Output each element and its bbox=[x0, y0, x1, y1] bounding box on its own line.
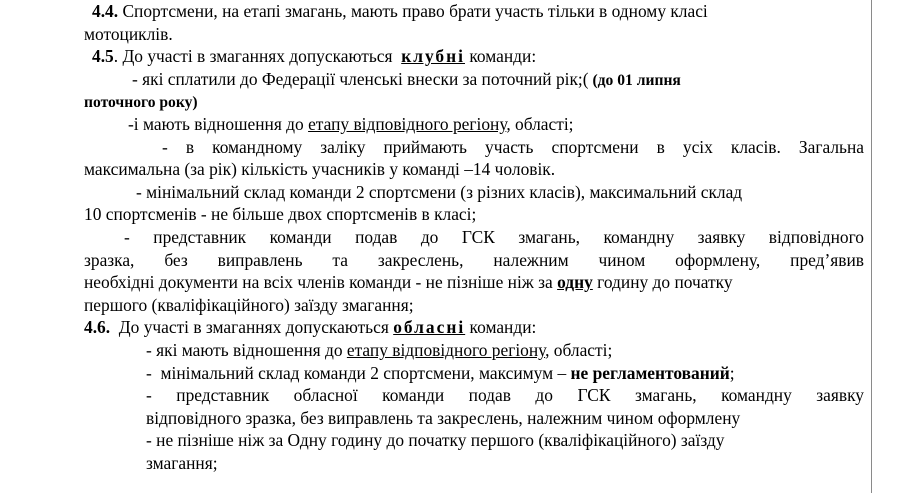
keyword-regional: обласні bbox=[393, 317, 466, 338]
text: зразка, без виправлень та закреслень, належним чином оформлену, пред’явив bbox=[84, 249, 864, 270]
text: - мінімальний склад команди 2 спортсмени, максимум – bbox=[146, 362, 571, 383]
bullet-46-region bbox=[84, 339, 864, 362]
text: 10 спортсменів - не більше двох спортсменів в класі; bbox=[84, 204, 477, 225]
text: - не пізніше ніж за Одну годину до початку першого (кваліфікаційного) заїзду bbox=[146, 430, 725, 451]
bullet-representative-line-1 bbox=[84, 226, 864, 249]
section-number: 4.4. bbox=[92, 1, 119, 21]
document-text bbox=[84, 0, 864, 474]
bullet-team-scoring-line-1 bbox=[84, 136, 864, 159]
text: - мінімальний склад команди 2 спортсмени (з різних класів), максимальний склад bbox=[136, 181, 743, 202]
text: команди: bbox=[465, 317, 537, 338]
bullet-fees-line-1 bbox=[84, 68, 864, 91]
bullet-region bbox=[84, 113, 864, 136]
text: годину до початку bbox=[592, 272, 733, 293]
bullet-46-representative-line-1 bbox=[84, 384, 864, 407]
bullet-min-team-line-1 bbox=[84, 181, 864, 204]
text: Спортсмени, на етапі змагань, мають право брати участь тільки в одному класі bbox=[118, 1, 708, 21]
bullet-representative-line-2 bbox=[84, 249, 864, 272]
region-link-text: етапу відповідного регіону bbox=[308, 113, 507, 134]
text: . До участі в змаганнях допускаються bbox=[113, 46, 402, 67]
text: відповідного зразка, без виправлень та закреслень, належним чином оформлену bbox=[146, 407, 741, 428]
deadline-text: поточного року) bbox=[84, 94, 198, 112]
text: змагання; bbox=[146, 452, 218, 473]
text: До участі в змаганнях допускаються bbox=[110, 317, 394, 338]
bullet-fees-line-2 bbox=[84, 90, 864, 113]
text: -і мають відношення до bbox=[128, 113, 309, 134]
bullet-team-scoring-line-2 bbox=[84, 158, 864, 181]
bullet-representative-line-4 bbox=[84, 294, 864, 317]
text: - представник команди подав до ГСК змагань, командну заявку відповідного bbox=[124, 226, 864, 247]
paragraph-4-4-line-2 bbox=[84, 23, 864, 46]
not-regulated: не регламентований bbox=[570, 362, 730, 383]
text: - які мають відношення до bbox=[146, 339, 347, 360]
text: , області; bbox=[506, 113, 574, 134]
bullet-46-deadline-line-2 bbox=[84, 452, 864, 475]
paragraph-4-6-intro bbox=[84, 316, 864, 339]
bullet-46-representative-line-2 bbox=[84, 407, 864, 430]
paragraph-4-5-intro bbox=[84, 45, 864, 68]
keyword-club: клубні bbox=[401, 46, 465, 67]
text: команди: bbox=[464, 46, 537, 67]
section-number: 4.5 bbox=[92, 46, 114, 67]
region-link-text: етапу відповідного регіону bbox=[346, 339, 546, 360]
text: - які сплатили до Федерації членські внески за поточний рік;( bbox=[132, 68, 589, 89]
bullet-46-min-team bbox=[84, 362, 864, 385]
text: максимальна (за рік) кількість учасників у команді –14 чоловік. bbox=[84, 159, 556, 180]
text: першого (кваліфікаційного) заїзду змагання; bbox=[84, 294, 414, 315]
bullet-min-team-line-2 bbox=[84, 203, 864, 226]
text: ; bbox=[729, 362, 735, 383]
emphasis-one: одну bbox=[557, 272, 593, 293]
text: необхідні документи на всіх членів команди - не пізніше ніж за bbox=[84, 272, 558, 293]
text: , області; bbox=[545, 339, 613, 360]
bullet-46-deadline-line-1 bbox=[84, 429, 864, 452]
text: мотоциклів. bbox=[84, 23, 173, 44]
section-number: 4.6. bbox=[84, 317, 111, 338]
text: - представник обласної команди подав до ГСК змагань, командну заявку bbox=[146, 385, 864, 406]
deadline-text: (до 01 липня bbox=[588, 71, 681, 89]
bullet-representative-line-3 bbox=[84, 271, 864, 294]
paragraph-4-4-line-1 bbox=[84, 0, 864, 23]
text: - в командному заліку приймають участь спортсмени в усіх класів. Загальна bbox=[162, 136, 864, 157]
